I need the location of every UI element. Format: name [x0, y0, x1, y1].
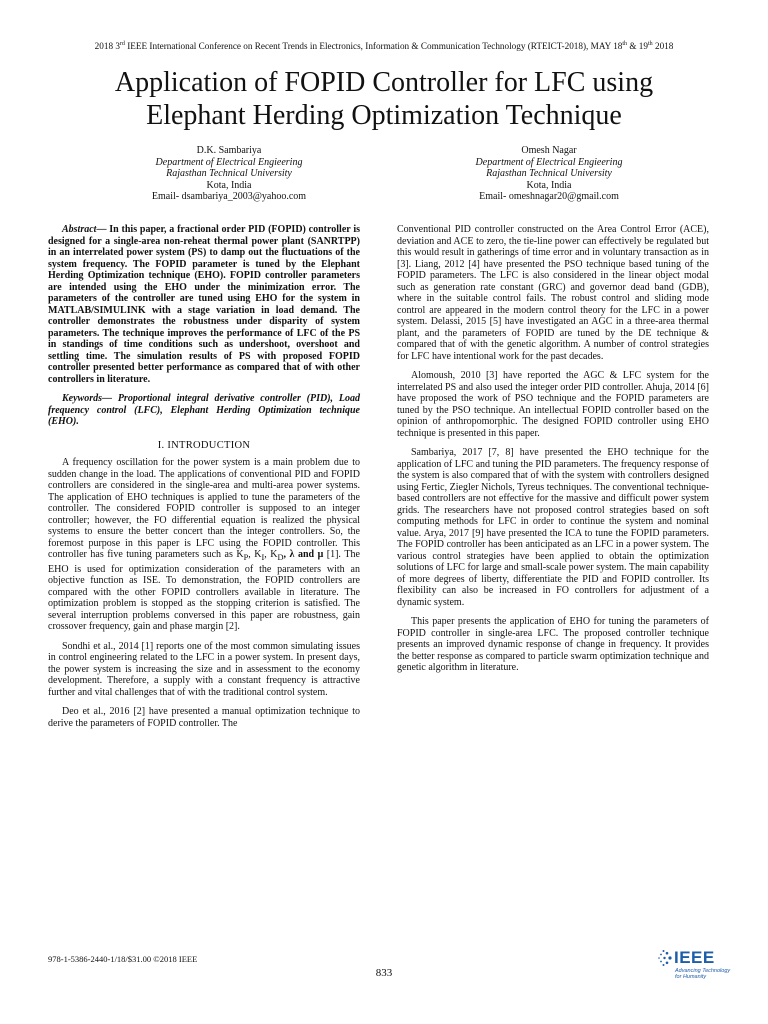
- keywords-label: Keywords: [62, 393, 102, 404]
- abstract-label: Abstract: [62, 224, 97, 235]
- author-email: Email- dsambariya_2003@yahoo.com: [151, 191, 307, 203]
- title-line-2: Elephant Herding Optimization Technique: [146, 100, 622, 131]
- page-number: 833: [375, 967, 393, 979]
- author-university: Rajasthan Technical University: [166, 168, 292, 180]
- left-column: [48, 224, 360, 737]
- intro-paragraph-2: Sondhi et al., 2014 [1] reports one of the most common simulating issues in control engineering related to the LFC in a power system. In present days, the power system is increasing the size and in assessment to the economy development. Therefore, a supply with a constant frequency is attractive further and vital challenges that of with the traditional control system.: [48, 640, 360, 698]
- paper-title: [20, 66, 748, 132]
- abstract: [48, 224, 360, 385]
- author-email: Email- omeshnagar20@gmail.com: [479, 191, 619, 203]
- author-name: Omesh Nagar: [521, 145, 577, 156]
- right-paragraph-4: This paper presents the application of EHO for tuning the parameters of FOPID controller in single-area LFC. The proposed controller technique presents an improved dynamic response of change in frequency. It provides the better response as compared to particle swarm optimization technique and genetic algorithm in literature.: [397, 616, 709, 673]
- author-department: Department of Electrical Engieering: [475, 156, 623, 168]
- section-heading-introduction: I. INTRODUCTION: [157, 439, 251, 451]
- right-paragraph-1: Conventional PID controller constructed on the Area Control Error (ACE), deviation and ACE to zero, the tie-line power can effectively be regulated but this would result in gatherings of time error and in voluntary transaction as in [3]. Liang, 2012 [4] have presented the PSO technique based tuning of the FOPID parameters. The LFC is also considered in the linear object modal such as generation rate constant (GRC) and governor dead band (GDB), where in the suitable control fails. The robust control and sliding mode control are appeared in the modern control theory for the LFC in a power system. Delassi, 2015 [5] have investigated an AGC in a three-area thermal plant, and the parameters of FOPID are tuned by the DE technique & compared that of with the genetic algorithm. A number of control strategies for LFC have intentional work for the past decades.: [397, 224, 709, 362]
- author-city: Kota, India: [206, 179, 252, 191]
- isbn-footer: 978-1-5386-2440-1/18/$31.00 ©2018 IEEE: [48, 954, 198, 964]
- ieee-wordmark: IEEE: [674, 948, 715, 967]
- author-block-1: [104, 145, 354, 203]
- right-paragraph-2: Alomoush, 2010 [3] have reported the AGC & LFC system for the interrelated PS and also used the integer order PID controller. Ahuja, 2014 [6] have proposed the work of PSO technique and the FOPID parameters are tuned by the PSO technique. An intellectual FOPID controller based on the opinion of anthropomorphic. The designed FOPID controller using EHO technique is presented in this paper.: [397, 370, 709, 439]
- intro-paragraph-3: Deo et al., 2016 [2] have presented a manual optimization technique to derive the parameters of FOPID controller. The: [48, 706, 360, 729]
- author-university: Rajasthan Technical University: [486, 168, 612, 180]
- keywords: [48, 393, 360, 428]
- author-block-2: [424, 145, 674, 203]
- author-department: Department of Electrical Engieering: [155, 156, 303, 168]
- intro-paragraph-1: A frequency oscillation for the power system is a main problem due to sudden change in the load. The applications of conventional PID and FOPID controllers are considered in the single-area and multi-area power systems. The application of EHO techniques is applied to tune the parameters of the controller. The considered FOPID controller is supposed to an integer controller; however, the FO differential equation is realized the physical systems to ensure the better concert than the integer controllers. So, the foremost purpose in this paper is LFC using the FOPID controller. This controller has five tuning parameters such as $K_P$, $K_I$, $K_D$, λ and μ [1]. The EHO is used for optimization consideration of the parameters with an objective function as ISE. To demonstration, the FOPID controllers are compared with the other FOPID controllers available in literature. The optimization problem is stopped as the stopping criterion is satisfied. The several interruption problems conversed in this paper are robustness, gain crossover frequency, gain and phase margin [2].: [48, 457, 360, 632]
- keywords-text: — Proportional integral derivative controller (PID), Load frequency control (LFC), Elephant Herding Optimization technique (EHO).: [48, 393, 360, 427]
- author-city: Kota, India: [526, 179, 572, 191]
- ieee-logo: [658, 948, 730, 988]
- ieee-tagline: Advancing Technology for Humanity: [675, 968, 731, 981]
- title-line-1: Application of FOPID Controller for LFC using: [114, 67, 654, 98]
- right-paragraph-3: Sambariya, 2017 [7, 8] have presented the EHO technique for the application of LFC and tuning the PID parameters. The frequency response of the system is also compared that of with the system with controllers designed using Fertic, Ziegler Nichols, Tyreus techniques. The conventional technique-based controllers are not effective for the massive and difficult power system grids. The researchers have not proposed control strategies based on soft computing methods for LFC in order to continue the system and nominal value. Arya, 2017 [9] have presented the ICA to tune the FOPID parameters. The FOPID controller has been anticipated as an LFC in a power system. The various control strategies have been applied to obtain the optimization solutions of LFC for large and small-scale power system. The main capability of more degrees of liberty, differentiate the PID and FOPID controller. Its flexibility can also be increased in FO controllers for adjustment of a dynamic system.: [397, 447, 709, 608]
- ieee-burst-icon: [658, 950, 672, 966]
- author-name: D.K. Sambariya: [196, 145, 262, 156]
- conference-header: 2018 3rd IEEE International Conference on Recent Trends in Electronics, Information & Communication Technology (RTEICT-2018), MAY 18th & 19th 2018: [94, 41, 674, 52]
- abstract-text: — In this paper, a fractional order PID (FOPID) controller is designed for a single-area non-reheat thermal power plant (SANRTPP) in an interrelated power system (PS) to damp out the fluctuations of the system frequency. The FOPID parameter is tuned by the Elephant Herding Optimization technique (EHO). FOPID controller parameters are intended using the EHO under the minimization error. The parameters of the controller are tuned using EHO for the system in MATLAB/SIMULINK with a stage variation in load demand. The controller demonstrates the robustness under disparity of system parameters. The technique improves the performance of LFC of the PS in standings of time conditions such as undershoot, overshoot and settling time. The simulation results of PS with proposed FOPID controller presented better performance as compared that of with other controllers in literature.: [48, 224, 360, 385]
- right-column: [397, 224, 709, 682]
